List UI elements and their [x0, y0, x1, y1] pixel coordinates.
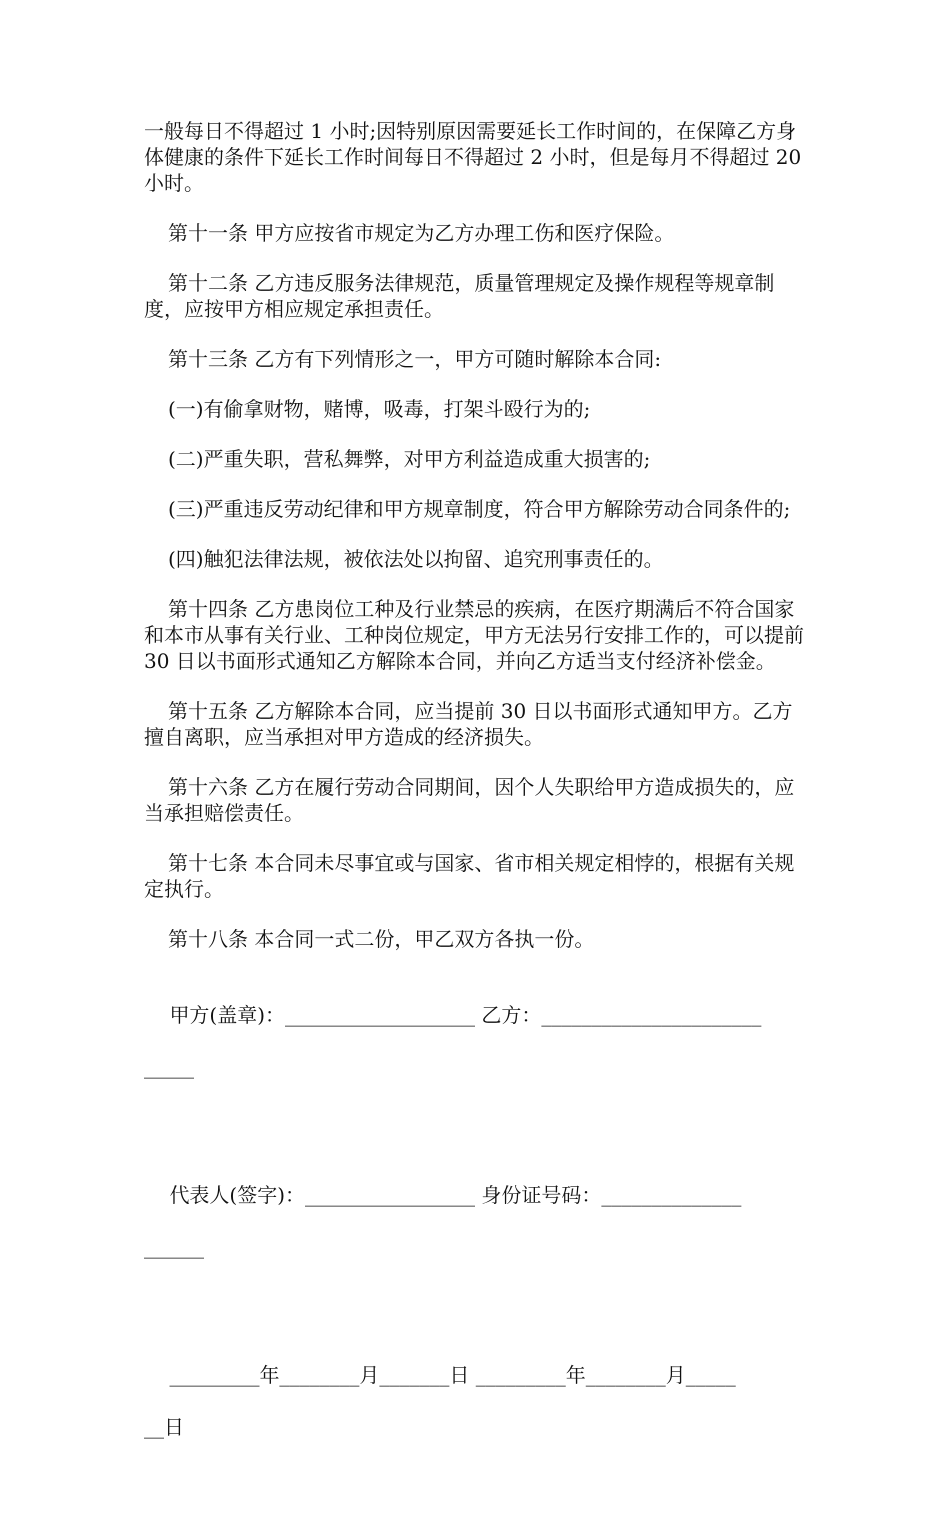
- representative-signature-line-2: ______: [144, 1235, 204, 1259]
- date-line-1: _________年________月_______日 _________年________月_____: [169, 1363, 736, 1387]
- article-18: 第十八条 本合同一式二份，甲乙双方各执一份。: [168, 927, 595, 951]
- article-13-item-4: (四)触犯法律法规，被依法处以拘留、追究刑事责任的。: [168, 547, 664, 571]
- article-13-item-2: (二)严重失职，营私舞弊，对甲方利益造成重大损害的;: [168, 447, 651, 471]
- article-13-item-3: (三)严重违反劳动纪律和甲方规章制度，符合甲方解除劳动合同条件的;: [168, 497, 791, 521]
- paragraph-0: 一般每日不得超过 1 小时;因特别原因需要延长工作时间的，在保障乙方身体健康的条件下延长工作时间每日不得超过 2 小时，但是每月不得超过 20 小时。: [144, 119, 808, 195]
- article-17: 第十七条 本合同未尽事宜或与国家、省市相关规定相悖的，根据有关规定执行。: [144, 851, 795, 901]
- representative-signature-line-1: 代表人(签字)：_________________ 身份证号码：______________: [169, 1183, 742, 1207]
- date-line-2: __日: [144, 1415, 184, 1439]
- article-12: 第十二条 乙方违反服务法律规范，质量管理规定及操作规程等规章制度，应按甲方相应规定承担责任。: [144, 271, 775, 321]
- article-14: 第十四条 乙方患岗位工种及行业禁忌的疾病，在医疗期满后不符合国家和本市从事有关行业、工种岗位规定，甲方无法另行安排工作的，可以提前 30 日以书面形式通知乙方解除本合同，并向乙方适当支付经济补偿金。: [144, 597, 811, 673]
- article-15: 第十五条 乙方解除本合同，应当提前 30 日以书面形式通知甲方。乙方擅自离职，应当承担对甲方造成的经济损失。: [144, 699, 793, 749]
- party-signature-line-1: 甲方(盖章)：___________________ 乙方：______________________: [169, 1003, 762, 1027]
- article-11: 第十一条 甲方应按省市规定为乙方办理工伤和医疗保险。: [168, 221, 675, 245]
- article-13: 第十三条 乙方有下列情形之一，甲方可随时解除本合同:: [168, 347, 662, 371]
- representative-signature-line: [144, 1156, 812, 1312]
- document-page: [144, 118, 812, 1516]
- party-signature-line: [144, 976, 812, 1132]
- article-13-item-1: (一)有偷拿财物，赌博，吸毒，打架斗殴行为的;: [168, 397, 591, 421]
- party-signature-line-2: _____: [144, 1055, 194, 1079]
- article-16: 第十六条 乙方在履行劳动合同期间，因个人失职给甲方造成损失的，应当承担赔偿责任。: [144, 775, 795, 825]
- date-line: [144, 1336, 812, 1492]
